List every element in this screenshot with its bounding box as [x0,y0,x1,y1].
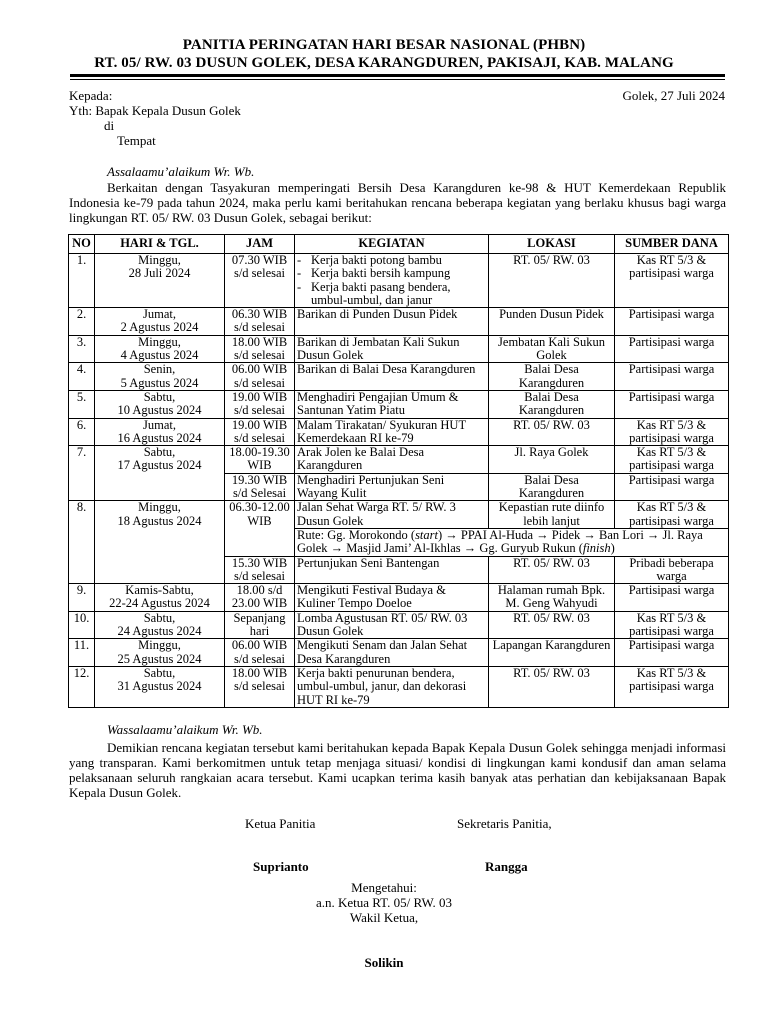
kepada-label: Kepada: [69,88,113,103]
table-row [69,666,729,707]
row-no: 5. [69,390,95,418]
row-funding: Partisipasi warga [615,363,729,391]
row-activity: Pertunjukan Seni Bantengan [295,556,489,584]
activity-item: - Kerja bakti potong bambu [297,254,486,267]
header-thin-rule [70,79,725,80]
col-header-day: HARI & TGL. [95,235,225,254]
col-header-no: NO [69,235,95,254]
row-time: 18.00 WIB s/d selesai [225,666,295,707]
table-row [69,254,729,308]
ketua-title: Ketua Panitia [245,816,316,831]
row-location: Halaman rumah Bpk. M. Geng Wahyudi [489,584,615,612]
row-location: Lapangan Karangduren [489,639,615,667]
row-time: 18.00 s/d 23.00 WIB [225,584,295,612]
row-funding: Partisipasi warga [615,584,729,612]
row-activity: Menghadiri Pengajian Umum & Santunan Yatim Piatu [295,390,489,418]
row-no: 9. [69,584,95,612]
col-header-location: LOKASI [489,235,615,254]
ketua-name: Suprianto [253,859,309,874]
row-activity: Kerja bakti penurunan bendera, umbul-umbul, janur, dan dekorasi HUT RI ke-79 [295,666,489,707]
recipient-tempat: Tempat [117,133,156,148]
row-activity: Lomba Agustusan RT. 05/ RW. 03 Dusun Golek [295,611,489,639]
row-time: Sepanjang hari [225,611,295,639]
row-time: 18.00-19.30 WIB [225,446,295,474]
row-no: 10. [69,611,95,639]
table-row [69,335,729,363]
schedule-table [68,234,729,708]
table-row [69,639,729,667]
row-location: Balai Desa Karangduren [489,390,615,418]
place-date: Golek, 27 Juli 2024 [622,88,725,103]
header-line-1: PANITIA PERINGATAN HARI BESAR NASIONAL (PHBN) [182,37,586,53]
col-header-funding: SUMBER DANA [615,235,729,254]
row-activity: Barikan di Punden Dusun Pidek [295,308,489,336]
row-funding: Kas RT 5/3 & partisipasi warga [615,254,729,308]
row-day: Sabtu, 31 Agustus 2024 [95,666,225,707]
row-time: 06.00 WIB s/d selesai [225,639,295,667]
row-day: Minggu, 4 Agustus 2024 [95,335,225,363]
row-time: 07.30 WIB s/d selesai [225,254,295,308]
activity-item: - Kerja bakti pasang bendera, umbul-umbul, dan janur [297,281,486,308]
table-row [69,308,729,336]
table-row [69,501,729,529]
row-day: Minggu, 28 Juli 2024 [95,254,225,308]
sekretaris-name: Rangga [485,859,528,874]
row-time: 06.00 WIB s/d selesai [225,363,295,391]
recipient: Yth: Bapak Kepala Dusun Golek [69,103,241,118]
col-header-activity: KEGIATAN [295,235,489,254]
row-activity: Malam Tirakatan/ Syukuran HUT Kemerdekaan RI ke-79 [295,418,489,446]
row-activity: Mengikuti Festival Budaya & Kuliner Tempo Doeloe [295,584,489,612]
row-location: Kepastian rute diinfo lebih lanjut [489,501,615,529]
header-thick-rule [70,74,725,77]
table-row [69,584,729,612]
row-day: Minggu, 25 Agustus 2024 [95,639,225,667]
row-time: 15.30 WIB s/d selesai [225,556,295,584]
row-activity: Barikan di Balai Desa Karangduren [295,363,489,391]
row-time: 19.30 WIB s/d Selesai [225,473,295,501]
row-no: 2. [69,308,95,336]
row-location: RT. 05/ RW. 03 [489,666,615,707]
row-day: Senin, 5 Agustus 2024 [95,363,225,391]
row-location: Balai Desa Karangduren [489,473,615,501]
row-day: Jumat, 16 Agustus 2024 [95,418,225,446]
intro-paragraph: Berkaitan dengan Tasyakuran memperingati Bersih Desa Karangduren ke-98 & HUT Kemerdekaan Republik Indonesia ke-79 pada tahun 2024, maka perlu kami beritahukan rencana beberapa kegiatan yang berlaku khusus bagi warga lingkungan RT. 05/ RW. 03 Dusun Golek, sebagai berikut: [69,180,726,225]
row-day: Sabtu, 17 Agustus 2024 [95,446,225,501]
closing-salutation: Wassalaamu’alaikum Wr. Wb. [107,722,263,737]
row-day: Kamis-Sabtu, 22-24 Agustus 2024 [95,584,225,612]
row-day: Sabtu, 10 Agustus 2024 [95,390,225,418]
row-activity: Jalan Sehat Warga RT. 5/ RW. 3 Dusun Golek [295,501,489,529]
mengetahui-label: Mengetahui: [351,880,417,895]
opening-salutation: Assalaamu’alaikum Wr. Wb. [107,164,255,179]
recipient-di: di [104,118,115,133]
rt-ketua-an: a.n. Ketua RT. 05/ RW. 03 [315,895,453,910]
row-funding: Kas RT 5/3 & partisipasi warga [615,446,729,474]
row-activity: Arak Jolen ke Balai Desa Karangduren [295,446,489,474]
header-line-2: RT. 05/ RW. 03 DUSUN GOLEK, DESA KARANGDUREN, PAKISAJI, KAB. MALANG [94,55,674,71]
row-location: Punden Dusun Pidek [489,308,615,336]
row-no: 8. [69,501,95,584]
row-funding: Partisipasi warga [615,473,729,501]
row-location: Balai Desa Karangduren [489,363,615,391]
row-location: RT. 05/ RW. 03 [489,556,615,584]
route-description: Rute: Gg. Morokondo (start) → PPAI Al-Huda → Pidek → Ban Lori → Jl. Raya Golek → Masjid Jami’ Al-Ikhlas → Gg. Guryub Rukun (finish) [295,528,729,556]
activity-item: - Kerja bakti bersih kampung [297,267,486,280]
row-day: Minggu, 18 Agustus 2024 [95,501,225,584]
row-funding: Kas RT 5/3 & partisipasi warga [615,418,729,446]
row-funding: Kas RT 5/3 & partisipasi warga [615,501,729,529]
col-header-time: JAM [225,235,295,254]
row-funding: Partisipasi warga [615,335,729,363]
wakil-ketua-name: Solikin [364,955,404,970]
wakil-ketua-title: Wakil Ketua, [349,910,419,925]
row-no: 3. [69,335,95,363]
row-time: 06.30 WIB s/d selesai [225,308,295,336]
row-activity: Mengikuti Senam dan Jalan Sehat Desa Karangduren [295,639,489,667]
table-row [69,390,729,418]
row-location: RT. 05/ RW. 03 [489,611,615,639]
row-day: Jumat, 2 Agustus 2024 [95,308,225,336]
row-no: 1. [69,254,95,308]
table-header-row [69,235,729,254]
row-no: 12. [69,666,95,707]
row-funding: Pribadi beberapa warga [615,556,729,584]
row-time: 06.30-12.00 WIB [225,501,295,556]
row-no: 11. [69,639,95,667]
row-day: Sabtu, 24 Agustus 2024 [95,611,225,639]
row-time: 19.00 WIB s/d selesai [225,390,295,418]
row-no: 4. [69,363,95,391]
row-funding: Kas RT 5/3 & partisipasi warga [615,611,729,639]
row-funding: Partisipasi warga [615,308,729,336]
row-time: 19.00 WIB s/d selesai [225,418,295,446]
row-location: RT. 05/ RW. 03 [489,254,615,308]
sekretaris-title: Sekretaris Panitia, [457,816,552,831]
table-row [69,418,729,446]
row-no: 7. [69,446,95,501]
row-location: RT. 05/ RW. 03 [489,418,615,446]
row-activity [295,254,489,308]
closing-paragraph: Demikian rencana kegiatan tersebut kami beritahukan kepada Bapak Kepala Dusun Golek sehingga menjadi informasi yang transparan. Kami berkomitmen untuk tetap menjaga situasi/ kondisi di lingkungan kami kondusif dan aman selama pelaksanaan seluruh rangkaian acara tersebut. Kami ucapkan terima kasih banyak atas perhatian dan kebijaksanaan Bapak Kepala Dusun Golek. [69,740,726,800]
row-funding: Partisipasi warga [615,390,729,418]
row-activity: Barikan di Jembatan Kali Sukun Dusun Golek [295,335,489,363]
row-location: Jembatan Kali Sukun Golek [489,335,615,363]
table-row [69,611,729,639]
row-funding: Kas RT 5/3 & partisipasi warga [615,666,729,707]
row-activity: Menghadiri Pertunjukan Seni Wayang Kulit [295,473,489,501]
row-no: 6. [69,418,95,446]
row-funding: Partisipasi warga [615,639,729,667]
row-location: Jl. Raya Golek [489,446,615,474]
table-row [69,446,729,474]
table-row [69,363,729,391]
row-time: 18.00 WIB s/d selesai [225,335,295,363]
